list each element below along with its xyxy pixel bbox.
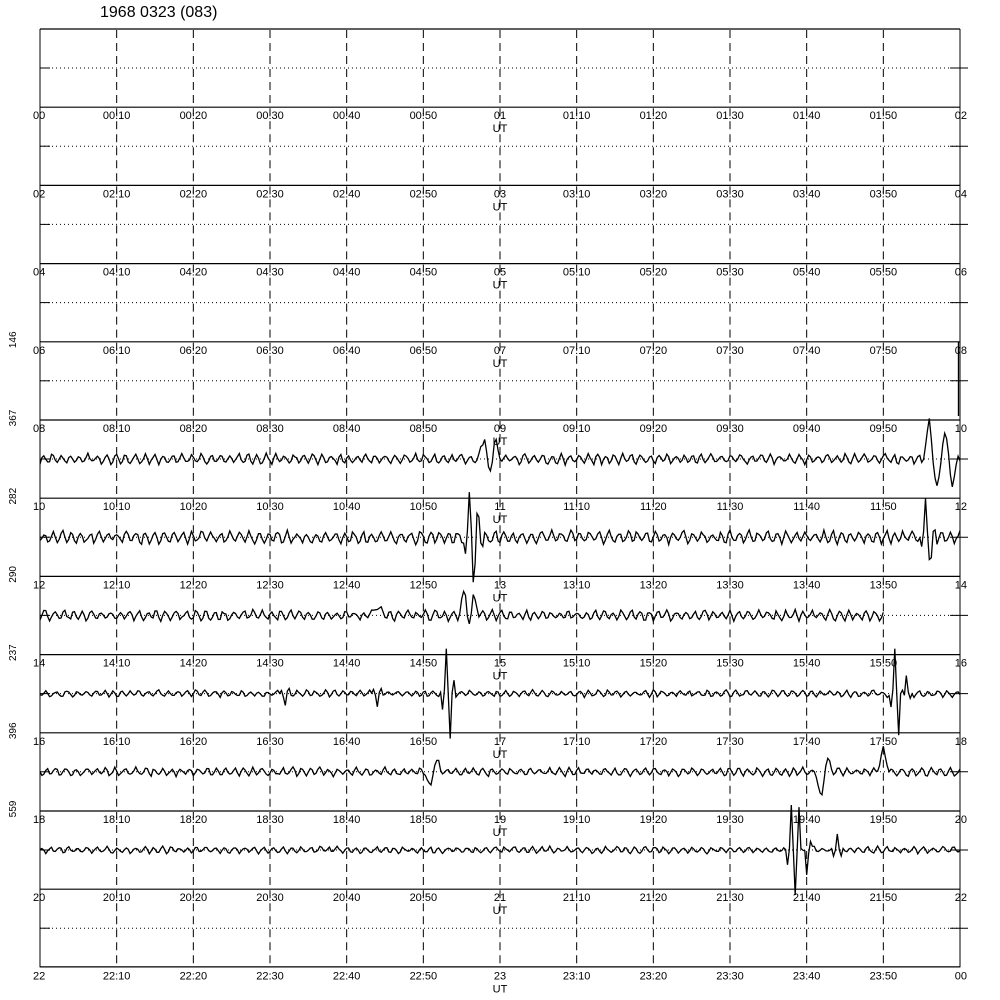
tick-label: 06:30 bbox=[256, 344, 284, 357]
tick-label: 08:50 bbox=[409, 423, 438, 435]
tick-label: 14:40 bbox=[332, 657, 361, 670]
tick-label: 11:20 bbox=[639, 501, 667, 514]
amplitude-scale-label: 146 bbox=[8, 331, 19, 349]
tick-label: 21:50 bbox=[869, 892, 898, 905]
tick-label: 10:10 bbox=[102, 501, 131, 514]
tick-label: 22 bbox=[954, 892, 967, 905]
tick-label: 02:10 bbox=[102, 188, 131, 201]
tick-label: 19:30 bbox=[716, 814, 744, 826]
tick-label: 10:30 bbox=[256, 501, 284, 514]
tick-label: 02 bbox=[954, 110, 967, 123]
tick-label: 22:10 bbox=[102, 970, 131, 983]
tick-label: 17 bbox=[493, 735, 507, 748]
tick-label: 16 bbox=[954, 657, 967, 670]
tick-label: 14 bbox=[954, 579, 967, 592]
tick-label: 05:40 bbox=[792, 266, 821, 279]
tick-label: 06:50 bbox=[409, 344, 438, 357]
tick-label: 13:40 bbox=[792, 579, 821, 592]
tick-label: 12 bbox=[33, 579, 46, 592]
tick-label: 03:40 bbox=[792, 188, 821, 201]
tick-label: 20:20 bbox=[179, 892, 208, 905]
tick-label: 06:10 bbox=[102, 344, 131, 357]
tick-label: 19:10 bbox=[562, 814, 591, 826]
tick-label: 09:10 bbox=[562, 423, 591, 435]
tick-label: 07 bbox=[493, 344, 507, 357]
tick-label: 15:20 bbox=[639, 657, 668, 670]
tick-label: 16:20 bbox=[179, 735, 208, 748]
axis-unit-label: UT bbox=[492, 670, 508, 683]
tick-label: 22:20 bbox=[179, 970, 208, 983]
tick-label: 05 bbox=[493, 266, 507, 279]
tick-label: 08 bbox=[954, 344, 967, 357]
tick-label: 19:40 bbox=[792, 814, 821, 826]
tick-label: 16 bbox=[33, 735, 46, 748]
tick-label: 03 bbox=[493, 188, 507, 201]
tick-label: 23:30 bbox=[716, 970, 744, 983]
amplitude-scale-label: 237 bbox=[8, 644, 19, 661]
tick-label: 23 bbox=[493, 970, 507, 983]
tick-label: 06 bbox=[954, 266, 967, 279]
tick-label: 09 bbox=[493, 423, 507, 435]
tick-label: 14:10 bbox=[102, 657, 131, 670]
amplitude-scale-label: 396 bbox=[8, 722, 19, 740]
tick-label: 21:20 bbox=[639, 892, 668, 905]
tick-label: 00:30 bbox=[256, 110, 284, 123]
tick-label: 16:10 bbox=[102, 735, 131, 748]
tick-label: 22:40 bbox=[332, 970, 361, 983]
tick-label: 18:30 bbox=[256, 814, 284, 826]
tick-label: 11:10 bbox=[563, 501, 591, 514]
axis-unit-label: UT bbox=[492, 905, 508, 918]
tick-label: 18:40 bbox=[332, 814, 361, 826]
tick-label: 19:50 bbox=[869, 814, 898, 826]
amplitude-scale-label: 559 bbox=[8, 800, 19, 818]
tick-label: 23:40 bbox=[792, 970, 821, 983]
tick-label: 03:20 bbox=[639, 188, 668, 201]
tick-label: 21:30 bbox=[716, 892, 744, 905]
tick-label: 12:50 bbox=[409, 579, 438, 592]
tick-label: 23:50 bbox=[869, 970, 898, 983]
tick-label: 16:30 bbox=[256, 735, 284, 748]
tick-label: 02:20 bbox=[179, 188, 208, 201]
tick-label: 17:50 bbox=[869, 735, 898, 748]
tick-label: 12:40 bbox=[332, 579, 361, 592]
tick-label: 02:50 bbox=[409, 188, 438, 201]
tick-label: 08:30 bbox=[256, 423, 284, 435]
amplitude-scale-label: 367 bbox=[8, 409, 19, 427]
axis-unit-label: UT bbox=[492, 592, 508, 605]
axis-unit-label: UT bbox=[492, 201, 508, 214]
tick-label: 01:40 bbox=[792, 110, 821, 123]
tick-label: 05:50 bbox=[869, 266, 898, 279]
tick-label: 08 bbox=[33, 423, 46, 435]
tick-label: 05:30 bbox=[716, 266, 744, 279]
tick-label: 20:50 bbox=[409, 892, 438, 905]
tick-label: 18:20 bbox=[179, 814, 208, 826]
tick-label: 09:50 bbox=[869, 423, 898, 435]
tick-label: 04:20 bbox=[179, 266, 208, 279]
tick-label: 02:30 bbox=[256, 188, 284, 201]
tick-label: 18 bbox=[33, 814, 46, 826]
tick-label: 18:50 bbox=[409, 814, 438, 826]
tick-label: 14:20 bbox=[179, 657, 208, 670]
tick-label: 04:40 bbox=[332, 266, 361, 279]
tick-label: 06:20 bbox=[179, 344, 208, 357]
tick-label: 20:10 bbox=[102, 892, 131, 905]
tick-label: 20 bbox=[33, 892, 46, 905]
tick-label: 09:30 bbox=[716, 423, 744, 435]
tick-label: 20 bbox=[954, 814, 967, 826]
tick-label: 02:40 bbox=[332, 188, 361, 201]
tick-label: 01:10 bbox=[562, 110, 591, 123]
tick-label: 12:30 bbox=[256, 579, 284, 592]
tick-label: 16:40 bbox=[332, 735, 361, 748]
tick-label: 04 bbox=[954, 188, 967, 201]
tick-label: 02 bbox=[33, 188, 46, 201]
tick-label: 10 bbox=[954, 423, 967, 435]
tick-label: 00:10 bbox=[102, 110, 131, 123]
tick-label: 00:40 bbox=[332, 110, 361, 123]
tick-label: 15:40 bbox=[792, 657, 821, 670]
tick-label: 10:20 bbox=[179, 501, 208, 514]
tick-label: 07:50 bbox=[869, 344, 898, 357]
tick-label: 10:40 bbox=[332, 501, 361, 514]
tick-label: 23:10 bbox=[562, 970, 591, 983]
tick-label: 07:40 bbox=[792, 344, 821, 357]
tick-label: 17:10 bbox=[562, 735, 591, 748]
tick-label: 00:50 bbox=[409, 110, 438, 123]
tick-label: 22:30 bbox=[256, 970, 284, 983]
tick-label: 13:10 bbox=[562, 579, 591, 592]
tick-label: 01:50 bbox=[869, 110, 898, 123]
tick-label: 22:50 bbox=[409, 970, 438, 983]
tick-label: 07:10 bbox=[562, 344, 591, 357]
tick-label: 20:30 bbox=[256, 892, 284, 905]
tick-label: 10 bbox=[33, 501, 46, 514]
tick-label: 11:30 bbox=[716, 501, 744, 514]
tick-label: 15:50 bbox=[869, 657, 898, 670]
tick-label: 04:50 bbox=[409, 266, 438, 279]
tick-label: 08:20 bbox=[179, 423, 208, 435]
tick-label: 06:40 bbox=[332, 344, 361, 357]
tick-label: 21 bbox=[493, 892, 507, 905]
tick-label: 08:10 bbox=[102, 423, 131, 435]
tick-label: 07:30 bbox=[716, 344, 744, 357]
tick-label: 17:20 bbox=[639, 735, 668, 748]
tick-label: 16:50 bbox=[409, 735, 438, 748]
tick-label: 11:50 bbox=[869, 501, 897, 514]
tick-label: 15:30 bbox=[716, 657, 744, 670]
axis-unit-label: UT bbox=[492, 357, 508, 370]
tick-label: 18 bbox=[954, 735, 967, 748]
tick-label: 10:50 bbox=[409, 501, 438, 514]
chart-title: 1968 0323 (083) bbox=[100, 4, 218, 21]
tick-label: 22 bbox=[33, 970, 46, 983]
tick-label: 01:30 bbox=[716, 110, 744, 123]
tick-label: 00 bbox=[33, 110, 46, 123]
tick-label: 12 bbox=[954, 501, 967, 514]
tick-label: 21:10 bbox=[562, 892, 591, 905]
tick-label: 15:10 bbox=[562, 657, 591, 670]
tick-label: 11 bbox=[494, 501, 506, 514]
axis-unit-label: UT bbox=[492, 123, 508, 136]
tick-label: 21:40 bbox=[792, 892, 821, 905]
tick-label: 04:30 bbox=[256, 266, 284, 279]
tick-label: 08:40 bbox=[332, 423, 361, 435]
tick-label: 13:30 bbox=[716, 579, 744, 592]
tick-label: 12:20 bbox=[179, 579, 208, 592]
tick-label: 14:30 bbox=[256, 657, 284, 670]
tick-label: 03:50 bbox=[869, 188, 898, 201]
tick-label: 01:20 bbox=[639, 110, 668, 123]
tick-label: 03:30 bbox=[716, 188, 744, 201]
tick-label: 23:20 bbox=[639, 970, 668, 983]
tick-label: 05:10 bbox=[562, 266, 591, 279]
tick-label: 12:10 bbox=[102, 579, 131, 592]
axis-unit-label: UT bbox=[492, 436, 508, 448]
tick-label: 13:50 bbox=[869, 579, 898, 592]
tick-label: 14 bbox=[33, 657, 46, 670]
tick-label: 13:20 bbox=[639, 579, 668, 592]
tick-label: 20:40 bbox=[332, 892, 361, 905]
tick-label: 07:20 bbox=[639, 344, 668, 357]
tick-label: 09:20 bbox=[639, 423, 668, 435]
tick-label: 15 bbox=[493, 657, 507, 670]
amplitude-scale-label: 290 bbox=[8, 566, 19, 583]
axis-unit-label: UT bbox=[492, 827, 508, 839]
tick-label: 00 bbox=[954, 970, 967, 983]
tick-label: 05:20 bbox=[639, 266, 668, 279]
tick-label: 17:40 bbox=[792, 735, 821, 748]
axis-unit-label: UT bbox=[492, 748, 508, 761]
tick-label: 18:10 bbox=[102, 814, 131, 826]
tick-label: 01 bbox=[493, 110, 507, 123]
axis-unit-label: UT bbox=[492, 983, 508, 996]
amplitude-scale-label: 282 bbox=[8, 487, 19, 505]
tick-label: 00:20 bbox=[179, 110, 208, 123]
tick-label: 19:20 bbox=[639, 814, 668, 826]
tick-label: 04 bbox=[33, 266, 46, 279]
tick-label: 11:40 bbox=[793, 501, 821, 514]
tick-label: 06 bbox=[33, 344, 46, 357]
tick-label: 03:10 bbox=[562, 188, 591, 201]
tick-label: 17:30 bbox=[716, 735, 744, 748]
tick-label: 09:40 bbox=[792, 423, 821, 435]
tick-label: 19 bbox=[493, 814, 507, 826]
tick-label: 14:50 bbox=[409, 657, 438, 670]
tick-label: 13 bbox=[493, 579, 507, 592]
axis-unit-label: UT bbox=[492, 279, 508, 292]
tick-label: 04:10 bbox=[102, 266, 131, 279]
seismogram-trace bbox=[40, 591, 883, 624]
axis-unit-label: UT bbox=[492, 514, 508, 527]
